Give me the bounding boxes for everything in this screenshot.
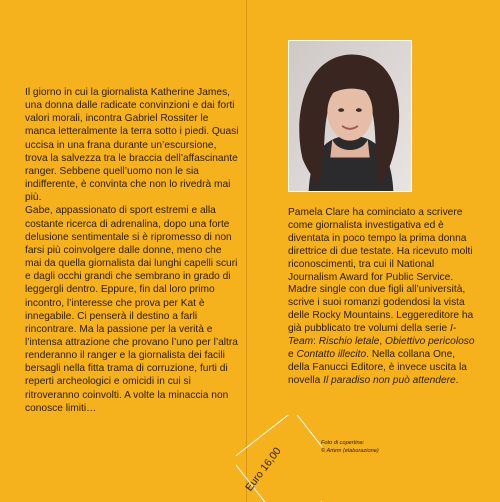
price-label: Euro 16,00 (243, 445, 284, 494)
author-bio (288, 207, 476, 388)
author-photo (288, 40, 412, 192)
series-name: I-Team (288, 323, 457, 348)
author-bio-paragraph (288, 207, 476, 388)
photo-credit-label: Foto di copertina: (321, 440, 365, 446)
bio-text: Pamela Clare ha cominciato a scrivere come giornalista investigativa ed è diventata in poco tempo la prima donna direttrice di due testate. Ha ricevuto molti riconoscimenti, tra cui il National Journalism Award for Public Service. Madre single con due figli all’università, scrive i suoi romanzi godendosi la vista delle Rocky Mountains. Leggereditore ha già pubblicato tre volumi della serie (288, 207, 474, 335)
book-title: Obiettivo pericoloso (385, 336, 475, 348)
bio-text: . Nella collana One, della Fanucci Editore, è invece uscita la novella (288, 348, 467, 386)
book-title: Rischio letale (318, 336, 380, 348)
bio-text: e (288, 348, 297, 360)
book-title: Il paradiso non può attendere (323, 374, 456, 386)
synopsis-paragraph: Il giorno in cui la giornalista Katherine James, una donna dalle radicate convinzioni e dai forti valori morali, incontra Gabriel Rossiter le manca letteralmente la terra sotto i piedi. Quasi uccisa in una frana durante un’escursione, trova la salvezza tra le braccia dell’affascinante ranger. Sebbene quell’uomo non le sia indifferente, è convinta che non lo rivedrà mai più. (25, 87, 239, 204)
author-portrait-image (289, 41, 411, 191)
synopsis-text (25, 86, 239, 415)
bio-text: : (313, 336, 319, 348)
photo-credit (321, 440, 461, 455)
bio-text: , (379, 336, 386, 348)
synopsis-paragraph: Gabe, appassionato di sport estremi e alla costante ricerca di adrenalina, dopo una forte delusione sentimentale si è ripromesso di non farsi più coinvolgere dalle donne, meno che mai da quella giornalista dai lunghi capelli scuri e dagli occhi grandi che sembrano in grado di leggergli dentro. Eppure, fin dal loro primo incontro, l’interesse che prova per Kat è innegabile. Ci penserà il destino a farli rincontrare. Ma la passione per la verità e l’intensa attrazione che provano l’uno per l’altra renderanno il ranger e la giornalista dei facili bersagli nella fitta trama di corruzione, furti di reperti archeologici e omicidi in cui si ritroveranno coinvolti. A volte la minaccia non conosce limiti… (25, 205, 238, 414)
bio-text: . (455, 374, 459, 386)
book-title: Contatto illecito (296, 348, 367, 360)
photo-credit-author: © Artem (elaborazione) (321, 447, 379, 454)
